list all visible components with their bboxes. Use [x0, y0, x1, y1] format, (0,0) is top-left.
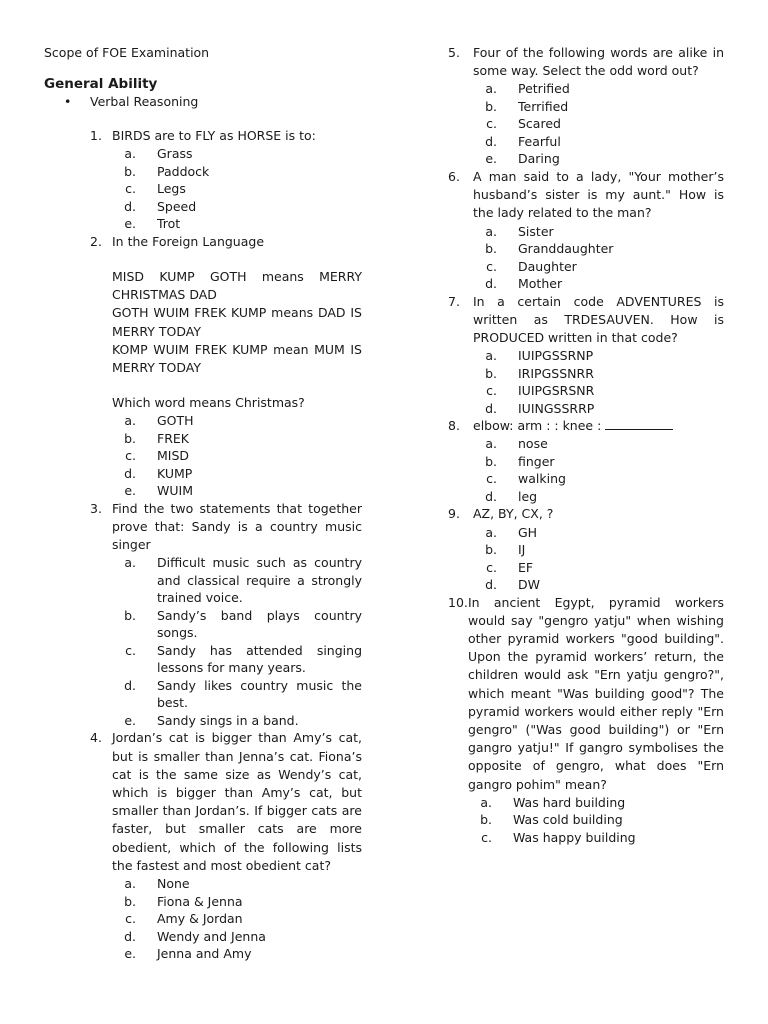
option-text: IUIPGSSRNP — [518, 348, 594, 364]
option-letter: c. — [486, 559, 497, 575]
option-item — [473, 98, 724, 116]
option-text: EF — [518, 559, 534, 575]
option-letter: d. — [485, 577, 497, 593]
option-text: Sandy sings in a band. — [157, 712, 299, 728]
option-item — [112, 163, 362, 181]
code-line-2: GOTH WUIM FREK KUMP means DAD IS MERRY TODAY — [112, 305, 362, 339]
option-item — [473, 470, 724, 488]
option-item — [112, 198, 362, 216]
question-text-row — [473, 417, 724, 435]
option-text: Sandy’s band plays country songs. — [157, 607, 362, 641]
option-text: Was hard building — [513, 794, 626, 810]
option-text: GOTH — [157, 413, 194, 429]
option-item — [473, 275, 724, 293]
option-text: Fearful — [518, 133, 561, 149]
option-letter: c. — [486, 383, 497, 399]
option-letter: d. — [124, 465, 136, 481]
option-text: leg — [518, 488, 538, 504]
option-letter: c. — [486, 116, 497, 132]
option-letter: a. — [485, 436, 497, 452]
option-item — [112, 215, 362, 233]
question-number: 7. — [448, 293, 460, 309]
option-letter: b. — [485, 241, 497, 257]
bullet-label: Verbal Reasoning — [90, 94, 199, 109]
options-list — [112, 412, 362, 500]
question-7 — [448, 293, 724, 418]
option-letter: d. — [485, 133, 497, 149]
option-letter: b. — [485, 542, 497, 558]
option-text: finger — [518, 453, 555, 469]
option-letter: a. — [485, 348, 497, 364]
options-list — [473, 80, 724, 168]
option-text: Amy & Jordan — [157, 911, 243, 927]
option-item — [473, 576, 724, 594]
option-letter: d. — [485, 400, 497, 416]
option-text: Fiona & Jenna — [157, 893, 243, 909]
option-item — [473, 347, 724, 365]
option-letter: e. — [124, 946, 136, 962]
option-text: Petrified — [518, 81, 570, 97]
option-text: Legs — [157, 181, 186, 197]
option-text: Was happy building — [513, 829, 636, 845]
option-text: DW — [518, 577, 540, 593]
option-letter: c. — [481, 829, 492, 845]
option-text: MISD — [157, 448, 190, 464]
option-text: Mother — [518, 276, 563, 292]
option-item — [112, 928, 362, 946]
option-letter: d. — [485, 276, 497, 292]
question-text: elbow: arm : : knee : — [473, 418, 602, 434]
question-1 — [90, 127, 362, 233]
option-letter: c. — [486, 471, 497, 487]
option-letter: b. — [124, 430, 136, 446]
option-text: FREK — [157, 430, 189, 446]
question-text: Jordan’s cat is bigger than Amy’s cat, but is smaller than Jenna’s cat. Fiona’s cat is the same size as Wendy’s cat, which is bigger than Amy’s cat, but smaller than Jordan’s. If bigger cats are faster, but smaller cats are more obedient, which of the following lists the fastest and most obedient cat? — [112, 730, 362, 873]
question-text: BIRDS are to FLY as HORSE is to: — [112, 128, 316, 143]
option-letter: a. — [485, 223, 497, 239]
question-8 — [448, 417, 724, 505]
option-item — [473, 541, 724, 559]
option-letter: e. — [124, 483, 136, 499]
option-item — [473, 223, 724, 241]
option-item — [112, 482, 362, 500]
bullet-item — [64, 93, 362, 111]
section-heading: General Ability — [44, 76, 158, 92]
question-number: 5. — [448, 45, 460, 60]
question-list-right — [448, 44, 724, 846]
right-column — [448, 44, 724, 846]
option-letter: a. — [124, 146, 136, 162]
option-letter: b. — [485, 453, 497, 469]
option-text: WUIM — [157, 483, 193, 499]
option-item — [473, 115, 724, 133]
option-item — [112, 712, 362, 730]
option-item — [473, 133, 724, 151]
option-item — [112, 875, 362, 893]
question-text: A man said to a lady, "Your mother’s husband’s sister is my aunt." How is the lady related to the man? — [473, 168, 724, 221]
option-letter: a. — [124, 876, 136, 892]
option-item — [112, 893, 362, 911]
option-item — [468, 829, 724, 847]
option-letter: d. — [485, 488, 497, 504]
option-text: GH — [518, 524, 538, 540]
option-text: Daughter — [518, 258, 577, 274]
option-letter: a. — [124, 555, 136, 571]
option-text: Granddaughter — [518, 241, 614, 257]
question-number: 1. — [90, 128, 102, 143]
option-item — [112, 910, 362, 928]
options-list — [112, 875, 362, 963]
option-letter: b. — [485, 365, 497, 381]
option-text: IUINGSSRRP — [518, 400, 595, 416]
document-title: Scope of FOE Examination — [44, 45, 210, 60]
option-text: Sister — [518, 223, 554, 239]
question-3 — [90, 500, 362, 730]
option-text: walking — [518, 471, 566, 487]
options-list — [468, 794, 724, 847]
option-text: Was cold building — [513, 812, 623, 828]
option-text: Paddock — [157, 163, 210, 179]
option-item — [112, 447, 362, 465]
option-item — [473, 365, 724, 383]
question-9 — [448, 505, 724, 593]
option-letter: b. — [124, 163, 136, 179]
option-text: Speed — [157, 198, 197, 214]
option-letter: e. — [124, 712, 136, 728]
option-letter: b. — [485, 98, 497, 114]
option-text: Terrified — [518, 98, 569, 114]
option-letter: c. — [486, 258, 497, 274]
question-number: 2. — [90, 233, 102, 249]
option-item — [468, 794, 724, 812]
code-line-3: KOMP WUIM FREK KUMP mean MUM IS MERRY TODAY — [112, 341, 362, 375]
bullet-icon: • — [64, 94, 72, 109]
option-text: Trot — [157, 216, 181, 232]
options-list — [473, 435, 724, 505]
option-item — [112, 180, 362, 198]
option-item — [473, 400, 724, 418]
option-item — [473, 435, 724, 453]
option-letter: a. — [485, 81, 497, 97]
question-number: 3. — [90, 500, 102, 516]
question-2 — [90, 233, 362, 500]
option-letter: c. — [125, 181, 136, 197]
option-item — [473, 382, 724, 400]
options-list — [112, 145, 362, 233]
question-5 — [448, 44, 724, 168]
option-text: Sandy has attended singing lessons for many years. — [157, 642, 362, 676]
option-item — [112, 607, 362, 642]
option-letter: b. — [124, 893, 136, 909]
options-list — [473, 223, 724, 293]
option-text: IJ — [518, 542, 526, 558]
question-text: Four of the following words are alike in some way. Select the odd word out? — [473, 45, 724, 79]
option-text: None — [157, 876, 190, 892]
question-10 — [448, 594, 724, 847]
option-letter: c. — [125, 911, 136, 927]
option-item — [112, 430, 362, 448]
question-4 — [90, 729, 362, 962]
question-text: Find the two statements that together prove that: Sandy is a country music singer — [112, 500, 362, 553]
options-list — [473, 524, 724, 594]
option-letter: b. — [124, 607, 136, 623]
option-text: Difficult music such as country and classical require a strongly trained voice. — [157, 555, 362, 606]
question-number: 8. — [448, 418, 460, 434]
question-text: AZ, BY, CX, ? — [473, 506, 554, 522]
option-item — [112, 554, 362, 607]
option-text: Sandy likes country music the best. — [157, 677, 362, 711]
option-item — [473, 488, 724, 506]
question-number: 6. — [448, 168, 460, 184]
option-letter: d. — [124, 677, 136, 693]
option-letter: b. — [480, 812, 492, 828]
option-letter: c. — [125, 448, 136, 464]
option-item — [112, 145, 362, 163]
option-item — [112, 945, 362, 963]
option-text: nose — [518, 436, 548, 452]
option-text: KUMP — [157, 465, 193, 481]
options-list — [112, 554, 362, 729]
option-item — [112, 465, 362, 483]
option-letter: a. — [480, 794, 492, 810]
option-text: Grass — [157, 146, 193, 162]
option-text: Daring — [518, 151, 560, 167]
option-item — [473, 453, 724, 471]
option-text: Jenna and Amy — [157, 946, 252, 962]
option-text: Scared — [518, 116, 561, 132]
option-letter: e. — [124, 216, 136, 232]
question-text: In ancient Egypt, pyramid workers would say "gengro yatju" when wishing other pyramid workers "good building". Upon the pyramid workers’ return, the children would ask "Ern yatju gengro?", which meant "Was building good"? The pyramid workers would either reply "Ern gengro" ("Was good building") or "Ern gangro yatju!" If gangro symbolises the opposite of gengro, what does "Ern gangro pohim" mean? — [468, 594, 724, 792]
option-item — [473, 150, 724, 168]
question-number: 10. — [448, 594, 468, 610]
question-list-left — [90, 127, 362, 963]
option-letter: a. — [485, 524, 497, 540]
option-item — [473, 240, 724, 258]
question-ask: Which word means Christmas? — [112, 395, 305, 411]
option-item — [473, 80, 724, 98]
option-item — [112, 642, 362, 677]
option-letter: e. — [485, 151, 497, 167]
option-item — [473, 258, 724, 276]
left-column — [44, 44, 362, 963]
question-text: In a certain code ADVENTURES is written as TRDESAUVEN. How is PRODUCED written in that code? — [473, 293, 724, 345]
option-letter: c. — [125, 642, 136, 658]
option-text: IRIPGSSNRR — [518, 365, 594, 381]
code-line-1: MISD KUMP GOTH means MERRY CHRISTMAS DAD — [112, 268, 362, 303]
answer-blank — [605, 419, 673, 430]
question-number: 9. — [448, 506, 460, 522]
option-letter: a. — [124, 413, 136, 429]
option-item — [112, 677, 362, 712]
question-number: 4. — [90, 730, 102, 746]
question-text: In the Foreign Language — [112, 233, 265, 249]
option-item — [473, 524, 724, 542]
option-item — [473, 559, 724, 577]
option-text: Wendy and Jenna — [157, 928, 266, 944]
option-item — [468, 811, 724, 829]
options-list — [473, 347, 724, 417]
option-text: IUIPGSRSNR — [518, 383, 595, 399]
question-6 — [448, 168, 724, 293]
option-letter: d. — [124, 928, 136, 944]
option-letter: d. — [124, 198, 136, 214]
option-item — [112, 412, 362, 430]
